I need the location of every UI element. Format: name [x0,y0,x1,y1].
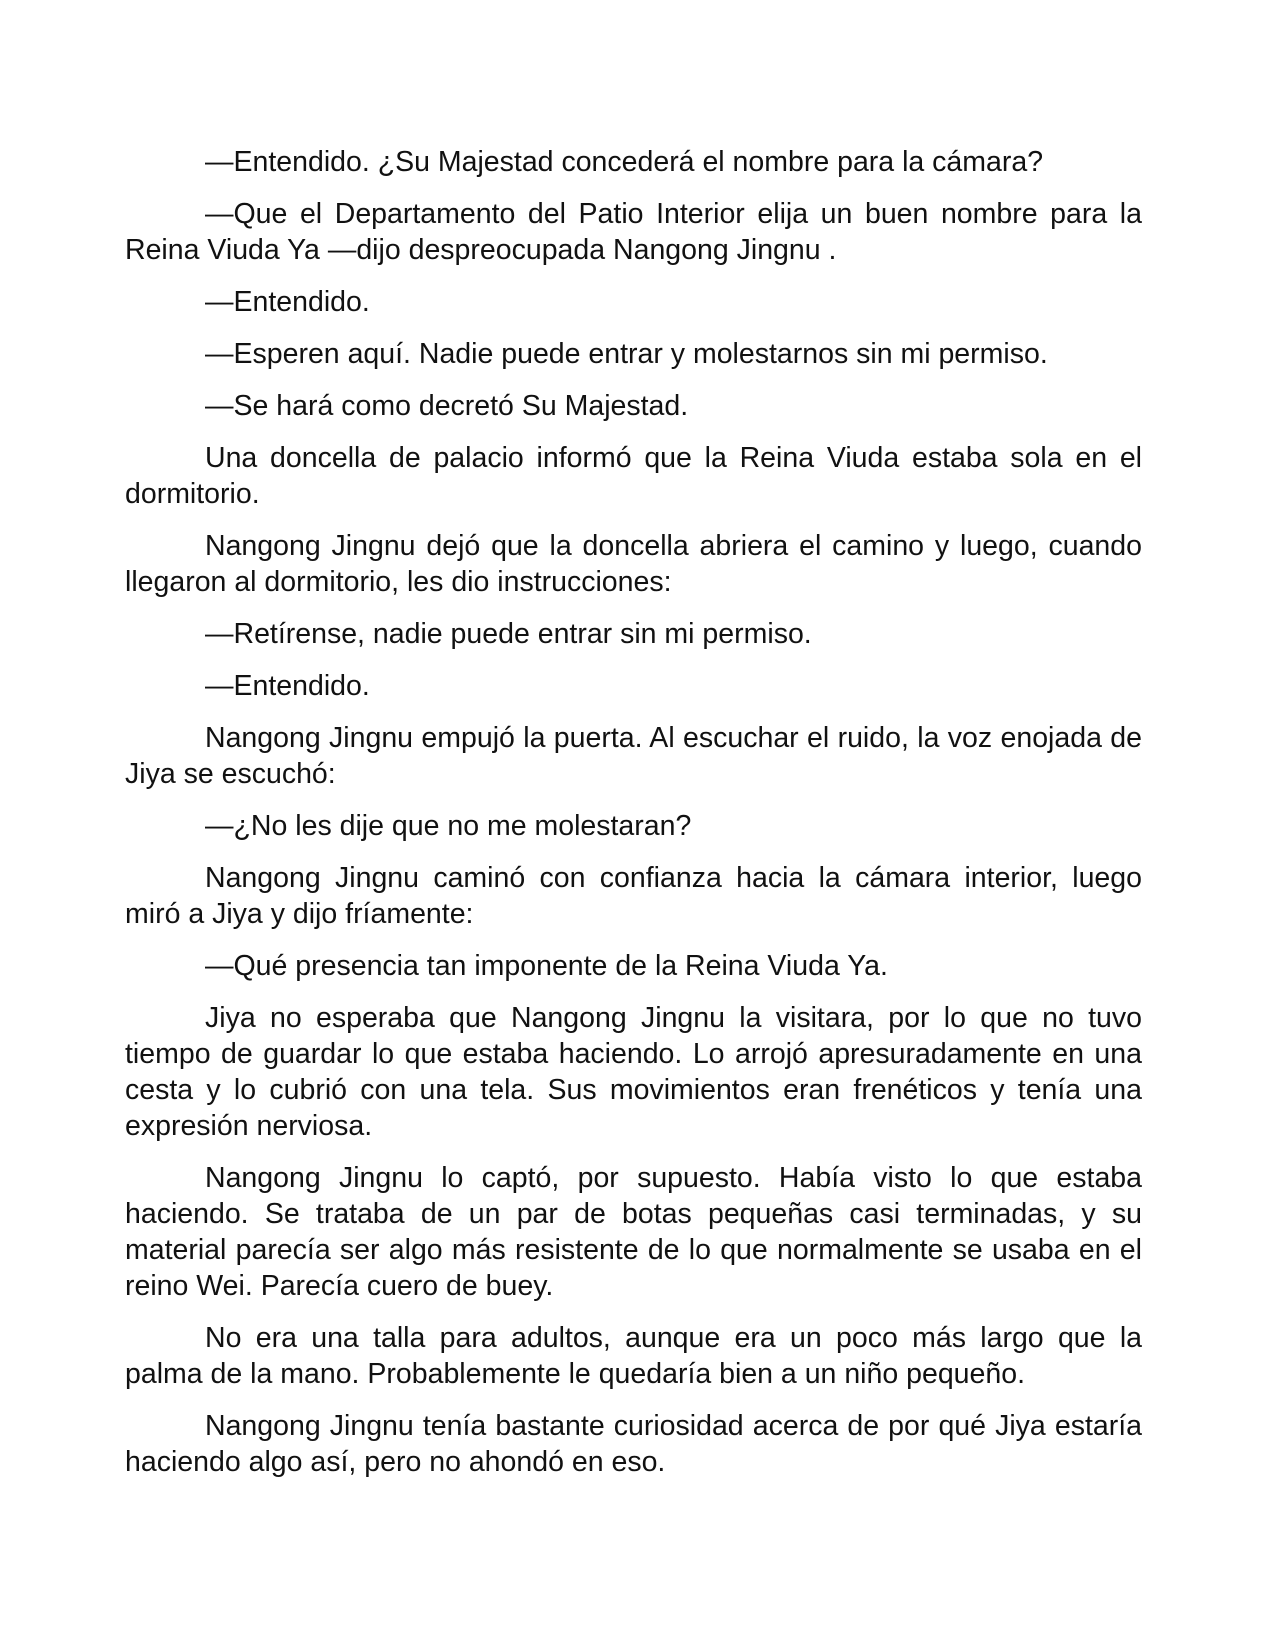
paragraph-12: Nangong Jingnu caminó con confianza hacia la cámara interior, luego miró a Jiya y dijo fríamente: [125,862,1142,930]
paragraph-13: —Qué presencia tan imponente de la Reina Viuda Ya. [205,950,888,982]
paragraph-9: —Entendido. [205,670,370,702]
paragraph-11: —¿No les dije que no me molestaran? [205,810,692,842]
paragraph-8: —Retírense, nadie puede entrar sin mi permiso. [205,618,812,650]
paragraph-1: —Entendido. ¿Su Majestad concederá el nombre para la cámara? [205,146,1044,178]
paragraph-14: Jiya no esperaba que Nangong Jingnu la visitara, por lo que no tuvo tiempo de guardar lo que estaba haciendo. Lo arrojó apresuradamente en una cesta y lo cubrió con una tela. Sus movimientos eran frenéticos y tenía una expresión nerviosa. [125,1002,1142,1142]
paragraph-4: —Esperen aquí. Nadie puede entrar y molestarnos sin mi permiso. [205,338,1048,370]
paragraph-16: No era una talla para adultos, aunque era un poco más largo que la palma de la mano. Probablemente le quedaría bien a un niño pequeño. [125,1322,1142,1390]
paragraph-5: —Se hará como decretó Su Majestad. [205,390,689,422]
paragraph-10: Nangong Jingnu empujó la puerta. Al escuchar el ruido, la voz enojada de Jiya se escuchó: [125,722,1142,790]
body-text [125,144,1142,1496]
paragraph-15: Nangong Jingnu lo captó, por supuesto. Había visto lo que estaba haciendo. Se trataba de un par de botas pequeñas casi terminadas, y su material parecía ser algo más resistente de lo que normalmente se usaba en el reino Wei. Parecía cuero de buey. [125,1162,1142,1302]
paragraph-2: —Que el Departamento del Patio Interior elija un buen nombre para la Reina Viuda Ya —dijo despreocupada Nangong Jingnu . [125,198,1142,266]
paragraph-7: Nangong Jingnu dejó que la doncella abriera el camino y luego, cuando llegaron al dormitorio, les dio instrucciones: [125,530,1142,598]
paragraph-6: Una doncella de palacio informó que la Reina Viuda estaba sola en el dormitorio. [125,442,1142,510]
paragraph-3: —Entendido. [205,286,370,318]
paragraph-17: Nangong Jingnu tenía bastante curiosidad acerca de por qué Jiya estaría haciendo algo así, pero no ahondó en eso. [125,1410,1142,1478]
